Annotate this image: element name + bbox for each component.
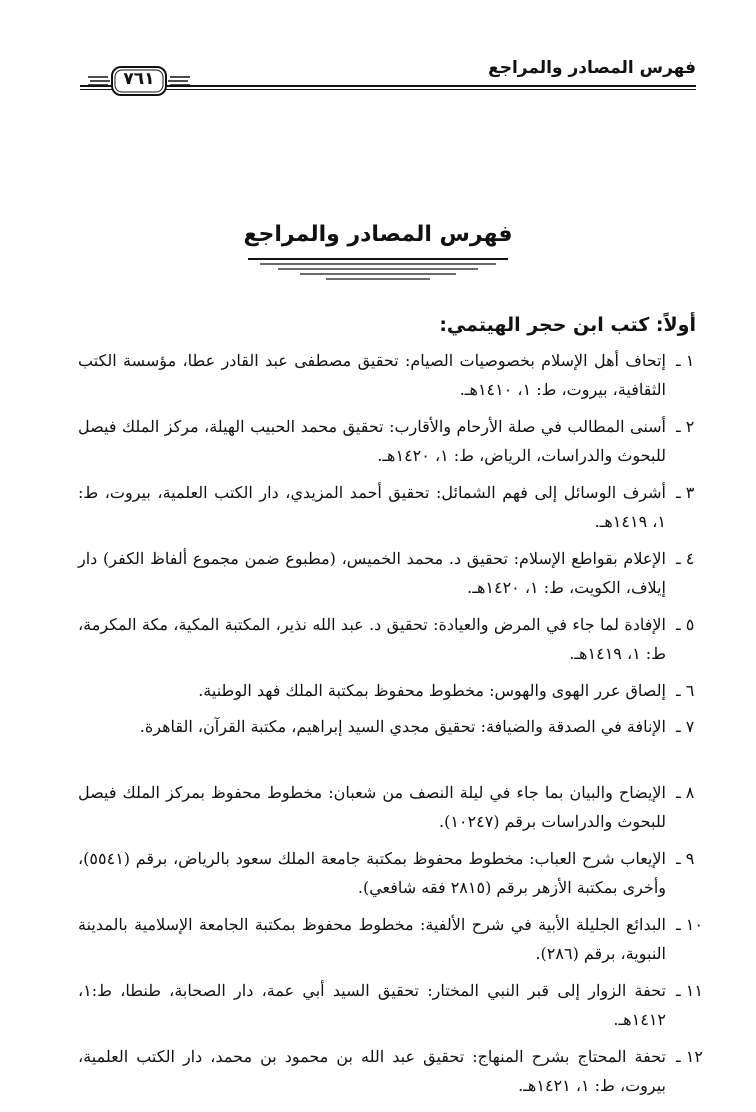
references-list — [78, 346, 716, 1108]
entry-text: إتحاف أهل الإسلام بخصوصيات الصيام: تحقيق مصطفى عبد القادر عطا، مؤسسة الكتب الثقافية، بيروت، ط: ١، ١٤١٠هـ. — [78, 351, 666, 399]
entry-number: ٤ ـ — [676, 549, 695, 568]
list-item — [78, 844, 716, 904]
entry-text: إلصاق عرر الهوى والهوس: مخطوط محفوظ بمكتبة الملك فهد الوطنية. — [198, 681, 666, 700]
entry-number: ٨ ـ — [676, 783, 695, 802]
entry-number: ١١ ـ — [676, 981, 703, 1000]
entry-text: الإنافة في الصدقة والضيافة: تحقيق مجدي السيد إبراهيم، مكتبة القرآن، القاهرة. — [139, 717, 666, 736]
list-item — [78, 976, 716, 1036]
page-number: ٧٦١ — [123, 69, 155, 89]
page-title: فهرس المصادر والمراجع — [243, 222, 513, 247]
entry-number: ٢ ـ — [676, 417, 695, 436]
list-item — [78, 712, 716, 772]
list-item — [78, 778, 716, 838]
entry-text: الإيعاب شرح العباب: مخطوط محفوظ بمكتبة جامعة الملك سعود بالرياض، برقم (٥٥٤١)، وأخرى بمكتبة الأزهر برقم (٢٨١٥ فقه شافعي). — [78, 849, 666, 897]
entry-number: ٦ ـ — [676, 681, 695, 700]
list-item — [78, 346, 716, 406]
list-item — [78, 1042, 716, 1102]
page-number-frame — [86, 64, 192, 98]
entry-text: تحفة المحتاج بشرح المنهاج: تحقيق عبد الله بن محمود بن محمد، دار الكتب العلمية، بيروت، ط: ١، ١٤٢١هـ. — [78, 1047, 666, 1095]
entry-number: ٣ ـ — [676, 483, 695, 502]
entry-text: أشرف الوسائل إلى فهم الشمائل: تحقيق أحمد المزيدي، دار الكتب العلمية، بيروت، ط: ١، ١٤١٩هـ. — [78, 483, 666, 531]
entry-number: ١٠ ـ — [676, 915, 703, 934]
entry-number: ١ ـ — [676, 351, 695, 370]
entry-number: ٩ ـ — [676, 849, 695, 868]
entry-text: الإفادة لما جاء في المرض والعيادة: تحقيق د. عبد الله نذير، المكتبة المكية، مكة المكرمة، ط: ١، ١٤١٩هـ. — [78, 615, 666, 663]
list-item — [78, 610, 716, 670]
entry-text: الإعلام بقواطع الإسلام: تحقيق د. محمد الخميس، (مطبوع ضمن مجموع ألفاظ الكفر) دار إيلاف، الكويت، ط: ١، ١٤٢٠هـ. — [78, 549, 666, 597]
list-item — [78, 910, 716, 970]
title-divider-ornament-icon — [248, 255, 508, 285]
running-header-title: فهرس المصادر والمراجع — [488, 58, 696, 78]
entry-text: تحفة الزوار إلى قبر النبي المختار: تحقيق السيد أبي عمة، دار الصحابة، طنطا، ط:١، ١٤١٢هـ. — [78, 981, 666, 1029]
entry-number: ١٢ ـ — [676, 1047, 703, 1066]
entry-number: ٥ ـ — [676, 615, 695, 634]
entry-number: ٧ ـ — [676, 717, 695, 736]
entry-text: أسنى المطالب في صلة الأرحام والأقارب: تحقيق محمد الحبيب الهيلة، مركز الملك فيصل للبحوث والدراسات، الرياض، ط: ١، ١٤٢٠هـ. — [78, 417, 666, 465]
list-item — [78, 412, 716, 472]
list-item — [78, 676, 716, 706]
entry-text: الإيضاح والبيان بما جاء في ليلة النصف من شعبان: مخطوط محفوظ بمركز الملك فيصل للبحوث والدراسات برقم (١٠٢٤٧). — [78, 783, 666, 831]
list-item — [78, 544, 716, 604]
entry-text: البدائع الجليلة الأبية في شرح الألفية: مخطوط محفوظ بمكتبة الجامعة الإسلامية بالمدينة النبوية، برقم (٢٨٦). — [78, 915, 666, 963]
section-heading: أولاً: كتب ابن حجر الهيتمي: — [439, 314, 696, 336]
list-item — [78, 478, 716, 538]
